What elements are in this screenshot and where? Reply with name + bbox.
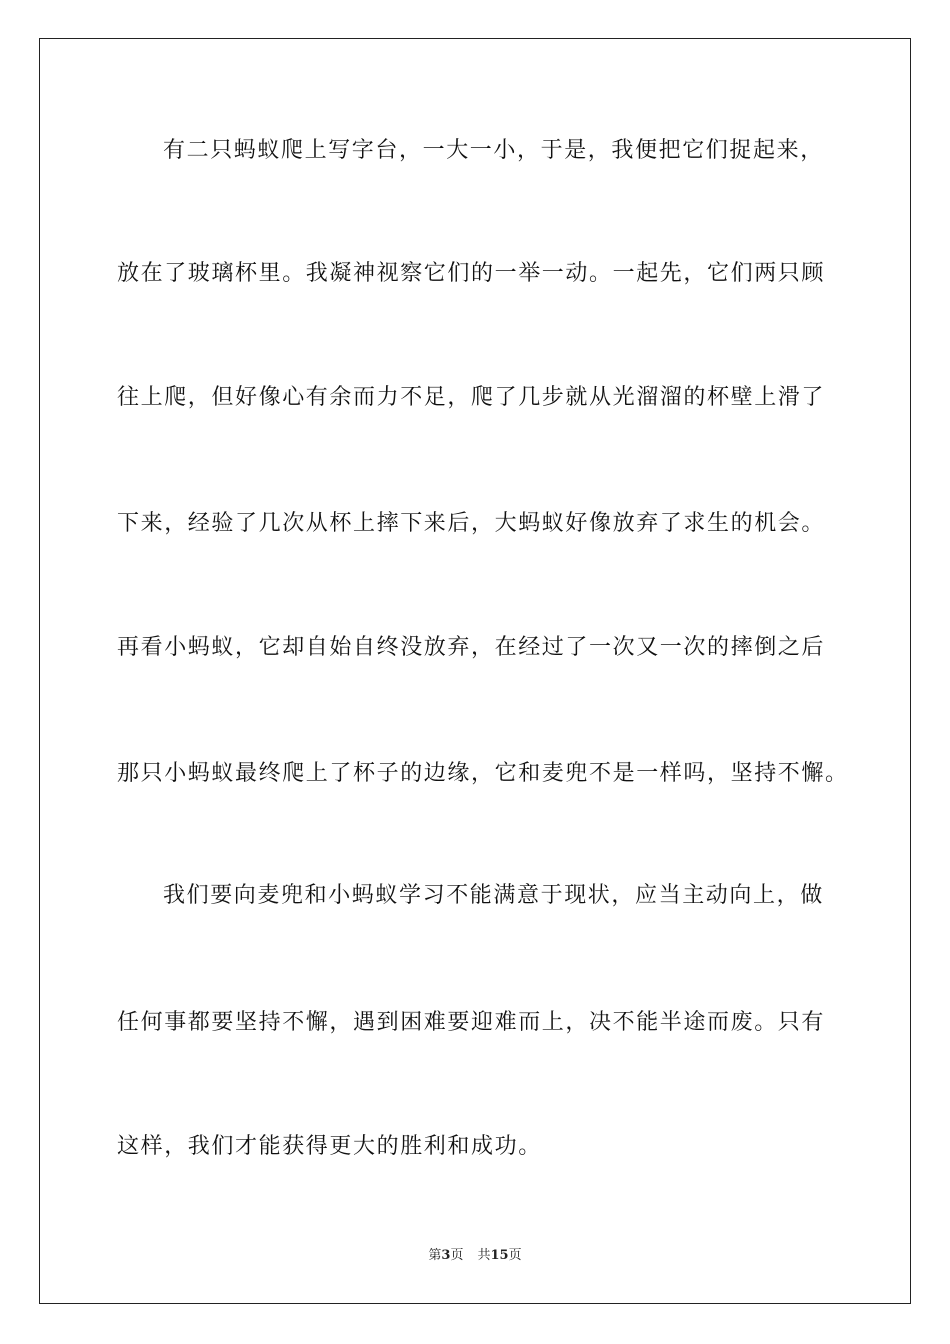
page-border (39, 38, 911, 1304)
paragraph-1-line-5: 再看小蚂蚁，它却自始自终没放弃，在经过了一次又一次的摔倒之后 (117, 635, 826, 660)
total-suffix: 页 (508, 1248, 522, 1263)
paragraph-2-line-2: 任何事都要坚持不懈，遇到困难要迎难而上，决不能半途而废。只有 (117, 1010, 826, 1035)
total-prefix: 共 (477, 1248, 491, 1263)
paragraph-1-line-1: 有二只蚂蚁爬上写字台，一大一小，于是，我便把它们捉起来， (163, 138, 824, 163)
paragraph-1-line-3: 往上爬，但好像心有余而力不足，爬了几步就从光溜溜的杯壁上滑了 (117, 385, 826, 410)
paragraph-1-line-2: 放在了玻璃杯里。我凝神视察它们的一举一动。一起先，它们两只顾 (117, 261, 826, 286)
page-suffix: 页 (450, 1248, 464, 1263)
paragraph-1-line-6: 那只小蚂蚁最终爬上了杯子的边缘，它和麦兜不是一样吗，坚持不懈。 (117, 761, 849, 786)
paragraph-2-line-3: 这样，我们才能获得更大的胜利和成功。 (117, 1134, 542, 1159)
paragraph-2-line-1: 我们要向麦兜和小蚂蚁学习不能满意于现状，应当主动向上，做 (163, 883, 824, 908)
page-total-number: 15 (490, 1248, 509, 1263)
page-prefix: 第 (428, 1248, 442, 1263)
page-footer (0, 1247, 950, 1265)
page-current-number: 3 (441, 1248, 451, 1263)
paragraph-1-line-4: 下来，经验了几次从杯上摔下来后，大蚂蚁好像放弃了求生的机会。 (117, 511, 826, 536)
